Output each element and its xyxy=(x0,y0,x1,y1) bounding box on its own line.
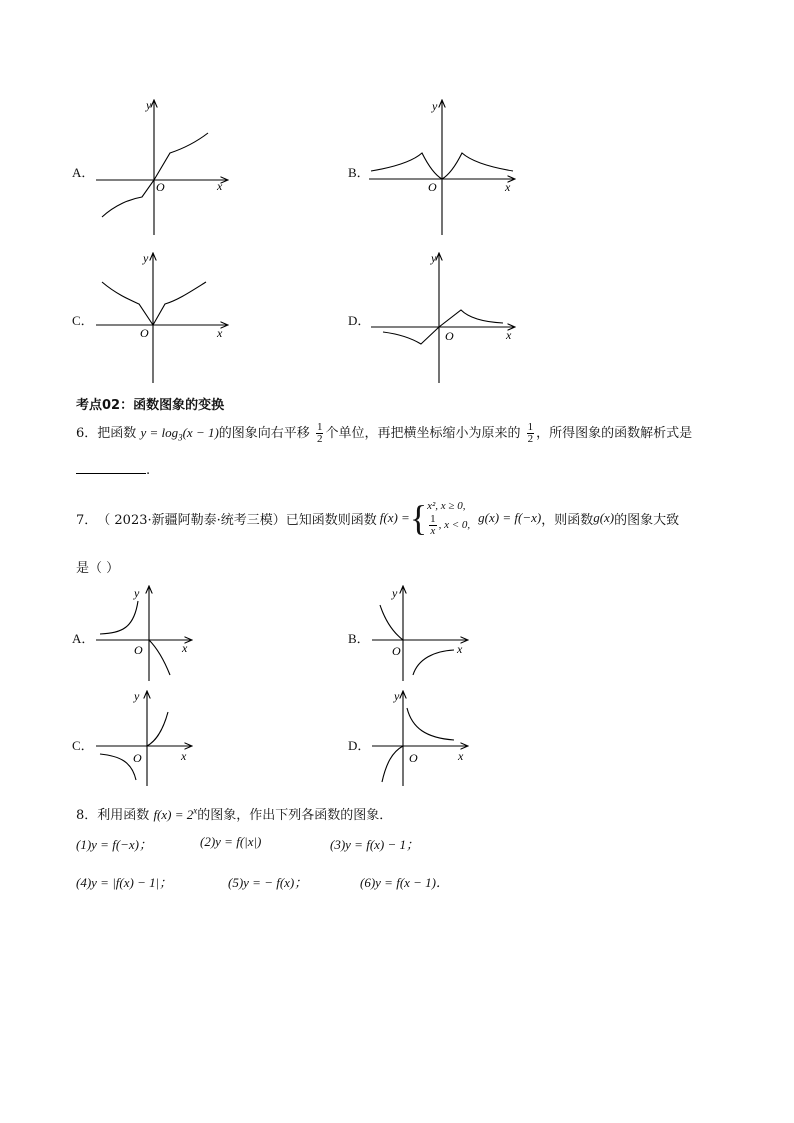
origin-label: O xyxy=(134,643,143,657)
x-axis-label: x xyxy=(506,328,512,342)
q5-option-b-label[interactable]: B． xyxy=(348,165,370,180)
q7-fx: f(x) = xyxy=(379,510,410,525)
x-axis-label: x xyxy=(217,326,223,340)
origin-label: O xyxy=(133,751,142,765)
question-6: 6．把函数 $y = \log_3(x - 1)$的图象向右平移 $\frac{1}{2}$ 个单位，再把横坐标缩小为原来的 $\frac{1}{2}$ ，所得图象的函数解析式是 xyxy=(76,421,693,445)
curve xyxy=(102,133,208,217)
q7-option-b-graph[interactable] xyxy=(370,583,480,683)
q8-item-6: (6)y = f(x − 1)． xyxy=(360,875,450,890)
q5-option-d-graph[interactable] xyxy=(365,248,525,388)
q7-option-d-graph[interactable] xyxy=(370,688,480,788)
q6-answer-line[interactable]: . xyxy=(76,463,150,478)
x-axis-label: x xyxy=(182,641,188,655)
x-axis-label: x xyxy=(505,180,511,194)
y-axis-label: y xyxy=(146,98,152,112)
q7-source: （ 2023·新疆阿勒泰·统考三模）已知函数则函数 xyxy=(97,512,377,528)
q8-number: 8． xyxy=(76,808,98,823)
q8-expression: $f(x) = 2^x$ xyxy=(153,805,198,822)
q7-option-a-label[interactable]: A． xyxy=(72,631,95,646)
q8-item-3: (3)y = f(x) − 1； xyxy=(330,837,420,852)
y-axis-label: y xyxy=(392,586,398,600)
q8-item-4: (4)y = |f(x) − 1|； xyxy=(76,875,173,890)
section-heading: 考点02：函数图象的变换 xyxy=(76,398,225,413)
x-axis-label: x xyxy=(181,749,187,763)
origin-label: O xyxy=(140,326,149,340)
q6-fraction-half: $\frac{1}{2}$ xyxy=(316,421,323,445)
q5-option-c-graph[interactable] xyxy=(90,248,240,388)
piecewise-brace: { xyxy=(409,498,428,538)
question-7: 7． （ 2023·新疆阿勒泰·统考三模）已知函数则函数 f(x) = { x², x ≥ 0, $\frac{1}{x}$ , x < 0, g(x) = f(−x) ，则函数 g(x) 的图象大致 xyxy=(76,498,680,538)
q7-option-c-label[interactable]: C． xyxy=(72,738,94,753)
x-axis-label: x xyxy=(458,749,464,763)
curve xyxy=(102,282,206,325)
q8-item-5: (5)y = − f(x)； xyxy=(228,875,308,890)
y-axis-label: y xyxy=(431,251,437,265)
q7-option-b-label[interactable]: B． xyxy=(348,631,370,646)
origin-label: O xyxy=(445,329,454,343)
curve-right xyxy=(413,650,454,675)
question-8: 8．利用函数 $f(x) = 2^x$的图象，作出下列各函数的图象． xyxy=(76,805,393,823)
origin-label: O xyxy=(392,644,401,658)
q7-number: 7． xyxy=(76,512,98,528)
q5-option-c-label[interactable]: C． xyxy=(72,313,94,328)
q6-fraction-half-2: $\frac{1}{2}$ xyxy=(527,421,534,445)
curve-left xyxy=(100,601,138,634)
answer-blank[interactable] xyxy=(76,473,146,474)
x-axis-label: x xyxy=(457,642,463,656)
q7-option-c-graph[interactable] xyxy=(94,688,204,788)
q7-piecewise-cases: x², x ≥ 0, $\frac{1}{x}$ , x < 0, xyxy=(427,500,471,537)
y-axis-label: y xyxy=(143,251,149,265)
curve-right xyxy=(149,640,170,675)
q8-item-1: (1)y = f(−x)； xyxy=(76,837,153,852)
y-axis-label: y xyxy=(134,586,140,600)
x-axis-label: x xyxy=(217,179,223,193)
origin-label: O xyxy=(428,180,437,194)
q7-option-a-graph[interactable] xyxy=(94,583,204,683)
q7-option-d-label[interactable]: D． xyxy=(348,738,371,753)
q5-option-d-label[interactable]: D． xyxy=(348,313,371,328)
curve-left xyxy=(382,746,403,782)
curve-right xyxy=(407,708,454,740)
q8-item-2: (2)y = f(|x|) xyxy=(200,834,262,849)
y-axis-label: y xyxy=(432,99,438,113)
origin-label: O xyxy=(156,180,165,194)
y-axis-label: y xyxy=(134,689,140,703)
q5-option-a-label[interactable]: A． xyxy=(72,165,95,180)
curve-left xyxy=(380,605,403,640)
q7-prompt-end: 是（ ） xyxy=(76,561,120,576)
q6-expression: $y = \log_3(x - 1)$ xyxy=(140,425,219,443)
q5-option-b-graph[interactable] xyxy=(365,95,525,240)
origin-label: O xyxy=(409,751,418,765)
q5-option-a-graph[interactable] xyxy=(90,95,240,240)
q7-gx: g(x) = f(−x) xyxy=(478,510,542,525)
y-axis-label: y xyxy=(394,689,400,703)
curve-right xyxy=(147,712,168,746)
q6-number: 6． xyxy=(76,426,98,441)
curve-left xyxy=(100,754,136,780)
